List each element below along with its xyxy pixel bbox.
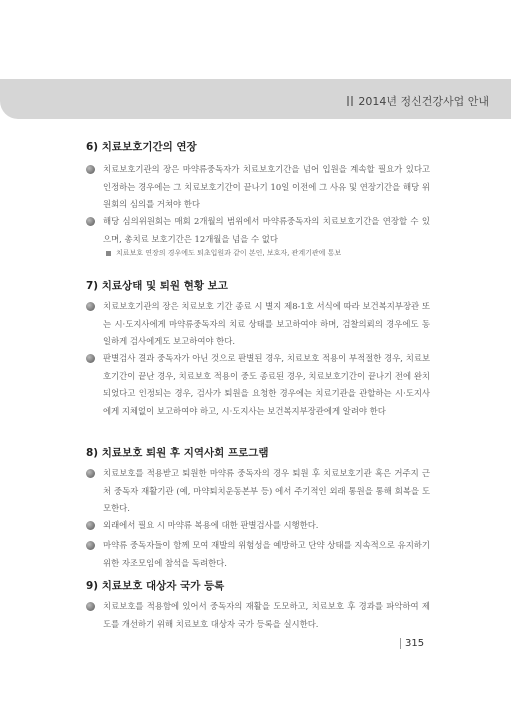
note: 치료보호 연장의 경우에도 퇴초입원과 같이 본인, 보호자, 관계기관에 통보 (106, 247, 341, 259)
bullet-item: 치료보호기관의 장은 치료보호 기간 종료 시 별지 제8-1호 서식에 따라 보건복지부장관 또는 시·도지사에게 마약류중독자의 치료 상태를 보고하여야 하며, 검찰의뢰의 경우에도 동일하게 검사에게도 보고하여야 한다. (86, 298, 430, 351)
bullet-item: 마약류 중독자들이 함께 모여 재발의 위험성을 예방하고 단약 상태를 지속적으로 유지하기 위한 자조모임에 참석을 독려한다. (86, 537, 430, 572)
bullet-icon (86, 469, 95, 478)
section-title-7: 7) 치료상태 및 퇴원 현황 보고 (86, 280, 228, 292)
header-bars-icon (347, 96, 353, 106)
bullet-icon (86, 602, 95, 611)
bullet-icon (86, 541, 95, 550)
page-number: 315 (400, 638, 424, 649)
bullet-item: 판별검사 결과 중독자가 아닌 것으로 판별된 경우, 치료보호 적용이 부적절한 경우, 치료보호기간이 끝난 경우, 치료보호 적용이 중도 종료된 경우, 치료보호기간이 끝나기 전에 완치되었다고 인정되는 경우, 검사가 퇴원을 요청한 경우에는 치료기관을 관할하는 시·도지사에게 지체없이 보고하여야 하고, 시·도지사는 보건복지부장관에게 알려야 한다 (86, 350, 430, 420)
bullet-item: 해당 심의위원회는 매회 2개월의 범위에서 마약류중독자의 치료보호기간을 연장할 수 있으며, 총치료 보호기간은 12개월을 넘을 수 없다 (86, 213, 430, 248)
bullet-item: 외래에서 필요 시 마약류 복용에 대한 판별검사를 시행한다. (86, 517, 430, 535)
section-title-9: 9) 치료보호 대상자 국가 등록 (86, 580, 225, 592)
section-title-6: 6) 치료보호기간의 연장 (86, 141, 197, 153)
bullet-icon (86, 217, 95, 226)
bullet-icon (86, 521, 95, 530)
bullet-item: 치료보호를 적용받고 퇴원한 마약류 중독자의 경우 퇴원 후 치료보호기관 혹은 거주지 근처 중독자 재활기관 (예, 마약퇴치운동본부 등) 에서 주기적인 외래 통원을 통해 회복을 도모한다. (86, 465, 430, 518)
header-title: 2014년 정신건강사업 안내 (358, 95, 489, 108)
bullet-icon (86, 354, 95, 363)
bullet-item: 치료보호기관의 장은 마약류중독자가 치료보호기간을 넘어 입원을 계속할 필요가 있다고 인정하는 경우에는 그 치료보호기간이 끝나기 10일 이전에 그 사유 및 연장기간을 해당 위원회의 심의를 거쳐야 한다 (86, 161, 430, 214)
bullet-icon (86, 165, 95, 174)
bullet-item: 치료보호를 적용함에 있어서 중독자의 재활을 도모하고, 치료보호 후 경과를 파악하여 제도를 개선하기 위해 치료보호 대상자 국가 등록을 실시한다. (86, 598, 430, 633)
running-header (347, 93, 489, 109)
section-title-8: 8) 치료보호 퇴원 후 지역사회 프로그램 (86, 447, 269, 459)
square-bullet-icon (106, 251, 111, 256)
bullet-icon (86, 302, 95, 311)
